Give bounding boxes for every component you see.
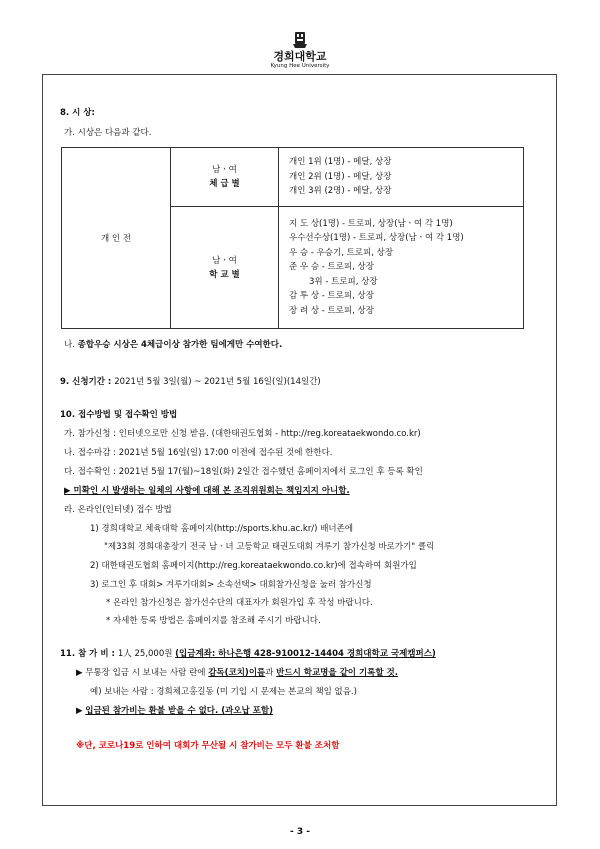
- section11-line1: ▶ 무통장 입금 시 보내는 사람 란에 감독(코치)이름과 반드시 학교명을 같이 기록할 것.: [76, 668, 398, 678]
- group2-type: 학 교 별: [209, 269, 240, 280]
- section11-example: 예) 보내는 사람 : 경희체고홍길동 (미 기입 시 문제는 본교의 책임 없음.): [90, 687, 357, 697]
- section8-intro: 가. 시상은 다음과 같다.: [64, 128, 152, 138]
- section10-a: 가. 참가신청 : 인터넷으로만 신청 받음. (대한태권도협회 - http://reg.koreataekwondo.co.kr): [64, 429, 421, 439]
- section11-account: (입금계좌: 하나은행 428-910012-14404 경희대학교 국제캠퍼스): [175, 649, 436, 659]
- page-number: - 3 -: [290, 827, 310, 837]
- section11-title: 11. 참 가 비 :: [60, 649, 118, 659]
- award-line: 지 도 상(1명) - 트로피, 상장(남ㆍ여 각 1명): [289, 218, 453, 229]
- group2-gender: 남ㆍ여: [212, 255, 237, 266]
- group1-type: 체 급 별: [209, 179, 240, 189]
- section9: [60, 377, 321, 388]
- award-line: 개인 3위 (2명) - 메달, 상장: [289, 186, 392, 197]
- award-line: 우 승 - 우승기, 트로피, 상장: [289, 247, 394, 258]
- award-line: 장 려 상 - 트로피, 상장: [289, 305, 374, 316]
- award-line: 우수선수상(1명) - 트로피, 상장(남ㆍ여 각 1명): [289, 233, 464, 244]
- section10-c: 다. 접수확인 : 2021년 5월 17(월)~18일(화) 2일간 접수했던 홈페이지에서 로그인 후 등록 확인: [64, 467, 423, 477]
- award-line: 준 우 승 - 트로피, 상장: [289, 262, 374, 273]
- section10-b: 나. 접수마감 : 2021년 5월 16일(일) 17:00 이전에 접수된 것에 한한다.: [64, 448, 333, 458]
- section11-fee-line: [60, 649, 436, 660]
- section10-title: 10. 접수방법 및 접수확인 방법: [60, 410, 178, 420]
- section8-note: 나. 종합우승 시상은 4체급이상 참가한 팀에게만 수여한다.: [64, 340, 283, 350]
- section11-refund: 입금된 참가비는 환불 받을 수 없다. (과오납 포함): [85, 706, 273, 716]
- group2-awards: [279, 207, 524, 329]
- section8-note-text: 종합우승 시상은 4체급이상 참가한 팀에게만 수여한다.: [77, 340, 283, 350]
- section9-title: 9. 신청기간 :: [60, 377, 115, 387]
- section10-bullet2: * 자세한 등록 방법은 홈페이지를 참조해 주시기 바랍니다.: [106, 616, 321, 626]
- group1-awards: [279, 148, 524, 207]
- section8-title: 8. 시 상:: [60, 108, 95, 118]
- university-logo: [258, 30, 342, 70]
- award-line: 개인 1위 (1명) - 메달, 상장: [289, 157, 392, 168]
- section10-d: 라. 온라인(인터넷) 접수 방법: [64, 505, 172, 515]
- section10-step1b: "제33회 경희대총장기 전국 남ㆍ녀 고등학교 태권도대회 겨루기 참가신청 바로가기" 클릭: [104, 542, 435, 552]
- university-emblem-icon: [290, 30, 310, 50]
- group1-gender: 남ㆍ여: [212, 165, 237, 175]
- section10-warning: ▶ 미확인 시 발생하는 일체의 사항에 대해 본 조직위원회는 책임지지 아니함.: [64, 486, 350, 496]
- group2-cell: [171, 207, 279, 329]
- group1-cell: [171, 148, 279, 207]
- section10-step2: 2) 대한태권도협회 홈페이지(http://reg.koreataekwondo.co.kr)에 접속하여 회원가입: [90, 561, 417, 571]
- awards-table: [61, 147, 524, 329]
- section9-period: 2021년 5월 3일(월) ~ 2021년 5월 16일(일)(14일간): [114, 377, 321, 387]
- award-line: 개인 2위 (1명) - 메달, 상장: [289, 171, 392, 182]
- award-line: 감 투 상 - 트로피, 상장: [289, 291, 374, 302]
- section10-step1: 1) 경희대학교 체육대학 홈페이지(http://sports.khu.ac.kr/) 배너존에: [90, 524, 354, 534]
- category-cell: 개 인 전: [62, 148, 171, 329]
- section10-step3: 3) 로그인 후 대회> 겨루기대회> 소속선택> 대회참가신청을 눌러 참가신청: [90, 580, 372, 590]
- section11-line2: ▶ 입금된 참가비는 환불 받을 수 없다. (과오납 포함): [76, 706, 273, 716]
- covid-notice: ※단, 코로나19로 인하여 대회가 무산될 시 참가비는 모두 환불 조처함: [76, 741, 340, 751]
- award-line: 3위 - 트로피, 상장: [309, 276, 378, 287]
- university-name-en: Kyung Hee University: [270, 63, 330, 69]
- section10-bullet1: * 온라인 참가신청은 참가선수단의 대표자가 회원가입 후 작성 바랍니다.: [106, 598, 373, 608]
- section11-fee: 1人 25,000원: [117, 649, 176, 659]
- university-name-kr: 경희대학교: [273, 50, 327, 63]
